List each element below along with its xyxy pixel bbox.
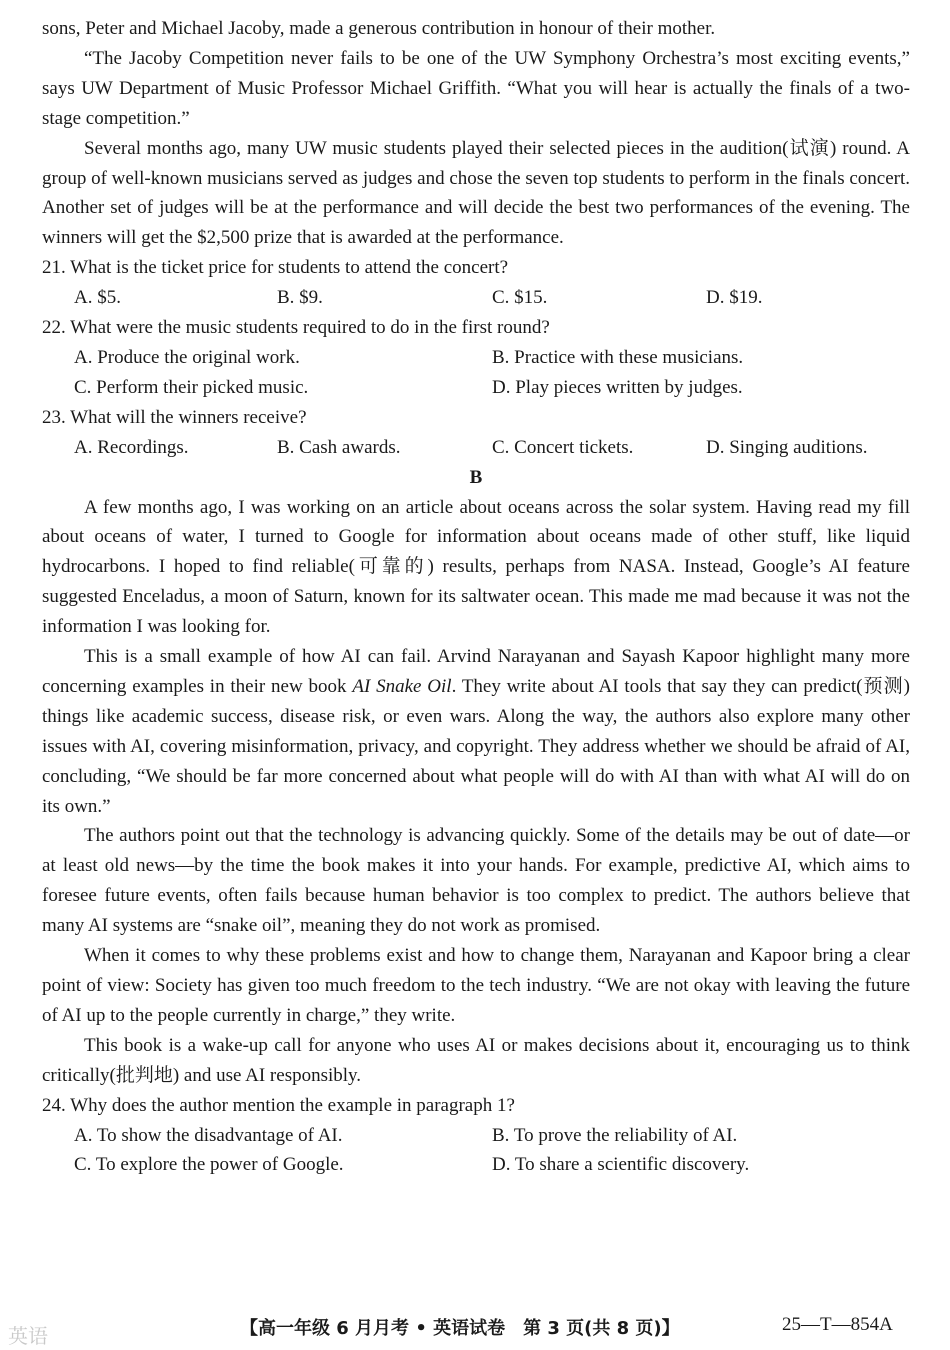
passage-b-paragraph-3: The authors point out that the technology is advancing quickly. Some of the details may be out of date—or at least old news—by the time the book makes it into your hands. For example, predictive AI, which aims to foresee future events, often fails because human behavior is too complex to predict. The authors believe that many AI systems are “snake oil”, meaning they do not work as promised.: [42, 825, 910, 937]
book-title: AI Snake Oil: [352, 675, 452, 697]
question-24-stem: 24. Why does the author mention the example in paragraph 1?: [42, 1094, 515, 1116]
question-23-options: [74, 433, 910, 463]
option: B. Cash awards.: [277, 436, 401, 458]
option: A. To show the disadvantage of AI.: [74, 1124, 343, 1146]
passage-b-paragraph-5: This book is a wake-up call for anyone who uses AI or makes decisions about it, encouraging us to think critically(批判地) and use AI responsibly.: [42, 1034, 910, 1086]
option: A. Produce the original work.: [74, 346, 300, 368]
option: C. $15.: [492, 287, 548, 309]
option: B. Practice with these musicians.: [492, 346, 744, 368]
option: B. $9.: [277, 287, 323, 309]
option: D. $19.: [706, 287, 763, 309]
page-footer: [0, 1310, 950, 1350]
question-21-stem: 21. What is the ticket price for students to attend the concert?: [42, 257, 509, 279]
footer-code: 25—T—854A: [782, 1314, 893, 1335]
text: . They write about AI tools that say they can predict(预测) things like academic success, disease risk, or even wars. Along the way, the authors also explore many other issues with AI, covering misinformation, privacy, and copyright. They address whether we should be afraid of AI, concluding, “We should be far more concerned about what people will do with AI than with what AI will do on its own.”: [42, 675, 911, 817]
section-b-heading: B: [469, 466, 483, 488]
question-22-stem: 22. What were the music students required to do in the first round?: [42, 317, 550, 339]
passage-a-paragraph-2: “The Jacoby Competition never fails to be one of the UW Symphony Orchestra’s most exciting events,” says UW Department of Music Professor Michael Griffith. “What you will hear is actually the finals of a two-stage competition.”: [42, 47, 910, 129]
passage-b-paragraph-1: A few months ago, I was working on an article about oceans across the solar system. Having read my fill about oceans of water, I turned to Google for information about oceans made of other stuff, like liquid hydrocarbons. I hoped to find reliable(可靠的) results, perhaps from NASA. Instead, Google’s AI feature suggested Enceladus, a moon of Saturn, known for its saltwater ocean. This made me mad because it was not the information I was looking for.: [42, 496, 910, 638]
option: C. To explore the power of Google.: [74, 1154, 344, 1176]
question-24-options-row-1: [74, 1121, 910, 1151]
option: C. Perform their picked music.: [74, 376, 309, 398]
option: A. Recordings.: [74, 436, 189, 458]
option: D. To share a scientific discovery.: [492, 1154, 750, 1176]
option: B. To prove the reliability of AI.: [492, 1124, 738, 1146]
page-content: [42, 14, 910, 1180]
footer-title: 【高一年级 6 月月考 • 英语试卷 第 3 页(共 8 页)】: [240, 1318, 680, 1339]
option: A. $5.: [74, 287, 121, 309]
question-23-stem: 23. What will the winners receive?: [42, 406, 307, 428]
option: D. Singing auditions.: [706, 436, 868, 458]
question-22-options-row-2: [74, 373, 910, 403]
question-21-options: [74, 283, 910, 313]
option: C. Concert tickets.: [492, 436, 634, 458]
text: This is a small example of how AI can fail. Arvind Narayanan and Sayash Kapoor highlight many more concerning examples in their new book: [42, 646, 910, 697]
passage-a-paragraph-continued: sons, Peter and Michael Jacoby, made a generous contribution in honour of their mother.: [42, 18, 716, 39]
question-24-options-row-2: [74, 1150, 910, 1180]
question-22-options-row-1: [74, 343, 910, 373]
watermark: 英语: [8, 1324, 48, 1348]
passage-b-paragraph-2: [42, 642, 910, 821]
option: D. Play pieces written by judges.: [492, 376, 743, 398]
passage-a-paragraph-3: Several months ago, many UW music students played their selected pieces in the audition(试演) round. A group of well-known musicians served as judges and chose the seven top students to perform in the finals concert. Another set of judges will be at the performance and will decide the best two performances of the evening. The winners will get the $2,500 prize that is awarded at the performance.: [42, 137, 910, 249]
passage-b-paragraph-4: When it comes to why these problems exist and how to change them, Narayanan and Kapoor bring a clear point of view: Society has given too much freedom to the tech industry. “We are not okay with leaving the future of AI up to the people currently in charge,” they write.: [42, 945, 910, 1026]
